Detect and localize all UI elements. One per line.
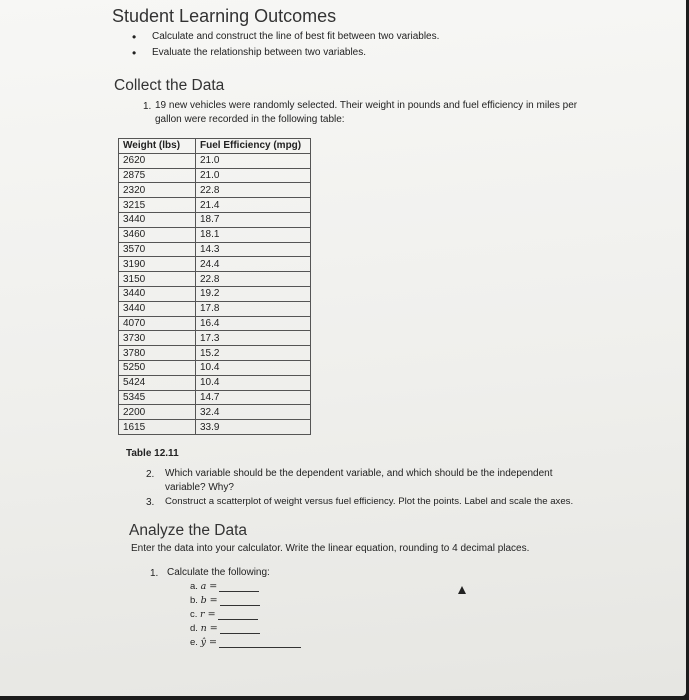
weight-cell: 1615: [119, 420, 196, 435]
weight-cell: 5424: [119, 375, 196, 390]
weight-cell: 3440: [119, 286, 196, 301]
table-row: [119, 272, 311, 287]
analyze-title: Analyze the Data: [129, 522, 248, 539]
weight-cell: 2620: [119, 153, 196, 168]
bullet-icon: •: [132, 46, 137, 60]
fuel-efficiency-cell: 17.8: [196, 301, 311, 316]
table-caption: Table 12.11: [126, 448, 179, 459]
bullet-icon: •: [132, 30, 137, 44]
table-header-row: [119, 139, 311, 154]
table-row: [119, 242, 311, 257]
collect-title: Collect the Data: [114, 77, 225, 94]
answer-line-c: c. r =: [190, 609, 258, 620]
weight-cell: 2200: [119, 405, 196, 420]
weight-cell: 3570: [119, 242, 196, 257]
column-header-fuel-efficiency: Fuel Efficiency (mpg): [196, 139, 311, 154]
fuel-efficiency-cell: 18.7: [196, 212, 311, 227]
weight-cell: 4070: [119, 316, 196, 331]
table-row: [119, 390, 311, 405]
question-number: 1.: [143, 101, 152, 112]
weight-cell: 3150: [119, 272, 196, 287]
fuel-efficiency-cell: 22.8: [196, 272, 311, 287]
fuel-efficiency-cell: 16.4: [196, 316, 311, 331]
fuel-efficiency-cell: 15.2: [196, 346, 311, 361]
fuel-efficiency-cell: 10.4: [196, 375, 311, 390]
fuel-efficiency-cell: 21.0: [196, 153, 311, 168]
table-row: [119, 420, 311, 435]
table-row: [119, 331, 311, 346]
question-number: 2.: [146, 469, 155, 480]
fuel-efficiency-cell: 18.1: [196, 227, 311, 242]
fuel-efficiency-cell: 32.4: [196, 405, 311, 420]
table-row: [119, 301, 311, 316]
answer-blank[interactable]: [218, 619, 258, 620]
table-row: [119, 346, 311, 361]
fuel-efficiency-cell: 21.0: [196, 168, 311, 183]
question-number: 3.: [146, 497, 155, 508]
answer-line-b: b. b =: [190, 595, 260, 606]
column-header-weight: Weight (lbs): [119, 139, 196, 154]
weight-cell: 3440: [119, 212, 196, 227]
table-row: [119, 153, 311, 168]
weight-cell: 2320: [119, 183, 196, 198]
question-1-text: 19 new vehicles were randomly selected. Their weight in pounds and fuel efficiency in miles per gallon were recorded in the following table:: [155, 100, 578, 125]
table-row: [119, 375, 311, 390]
question-number: 1.: [150, 568, 159, 579]
fuel-efficiency-cell: 14.7: [196, 390, 311, 405]
fuel-efficiency-cell: 10.4: [196, 360, 311, 375]
question-3-text: Construct a scatterplot of weight versus fuel efficiency. Plot the points. Label and scale the axes.: [165, 496, 574, 507]
analyze-question-1-text: Calculate the following:: [167, 567, 270, 578]
question-2-text: Which variable should be the dependent variable, and which should be the independent variable? Why?: [165, 468, 553, 493]
vehicle-data-table: [118, 138, 311, 435]
table-row: [119, 257, 311, 272]
weight-cell: 3215: [119, 198, 196, 213]
weight-cell: 3190: [119, 257, 196, 272]
fuel-efficiency-cell: 17.3: [196, 331, 311, 346]
answer-blank[interactable]: [220, 605, 260, 606]
weight-cell: 3730: [119, 331, 196, 346]
answer-line-a: a. a =: [190, 581, 259, 592]
table-row: [119, 227, 311, 242]
table-row: [119, 183, 311, 198]
fuel-efficiency-cell: 21.4: [196, 198, 311, 213]
weight-cell: 5250: [119, 360, 196, 375]
analyze-intro: Enter the data into your calculator. Write the linear equation, rounding to 4 decimal places.: [131, 543, 530, 554]
weight-cell: 3460: [119, 227, 196, 242]
outcome-item: • Evaluate the relationship between two variables.: [132, 46, 367, 60]
weight-cell: 3440: [119, 301, 196, 316]
table-row: [119, 168, 311, 183]
fuel-efficiency-cell: 33.9: [196, 420, 311, 435]
table-row: [119, 198, 311, 213]
fuel-efficiency-cell: 14.3: [196, 242, 311, 257]
table-row: [119, 212, 311, 227]
fuel-efficiency-cell: 24.4: [196, 257, 311, 272]
table-row: [119, 286, 311, 301]
table-row: [119, 405, 311, 420]
fuel-efficiency-cell: 22.8: [196, 183, 311, 198]
outcome-item: • Calculate and construct the line of best fit between two variables.: [132, 30, 440, 44]
outcomes-title: Student Learning Outcomes: [112, 6, 337, 26]
answer-blank[interactable]: [220, 633, 260, 634]
table-row: [119, 316, 311, 331]
fuel-efficiency-cell: 19.2: [196, 286, 311, 301]
weight-cell: 3780: [119, 346, 196, 361]
answer-blank[interactable]: [219, 647, 301, 648]
weight-cell: 2875: [119, 168, 196, 183]
answer-line-d: d. n =: [190, 623, 260, 634]
cursor-pointer-icon: [458, 586, 466, 594]
answer-blank[interactable]: [219, 591, 259, 592]
answer-line-e: e. ŷ =: [190, 637, 301, 648]
table-row: [119, 360, 311, 375]
weight-cell: 5345: [119, 390, 196, 405]
